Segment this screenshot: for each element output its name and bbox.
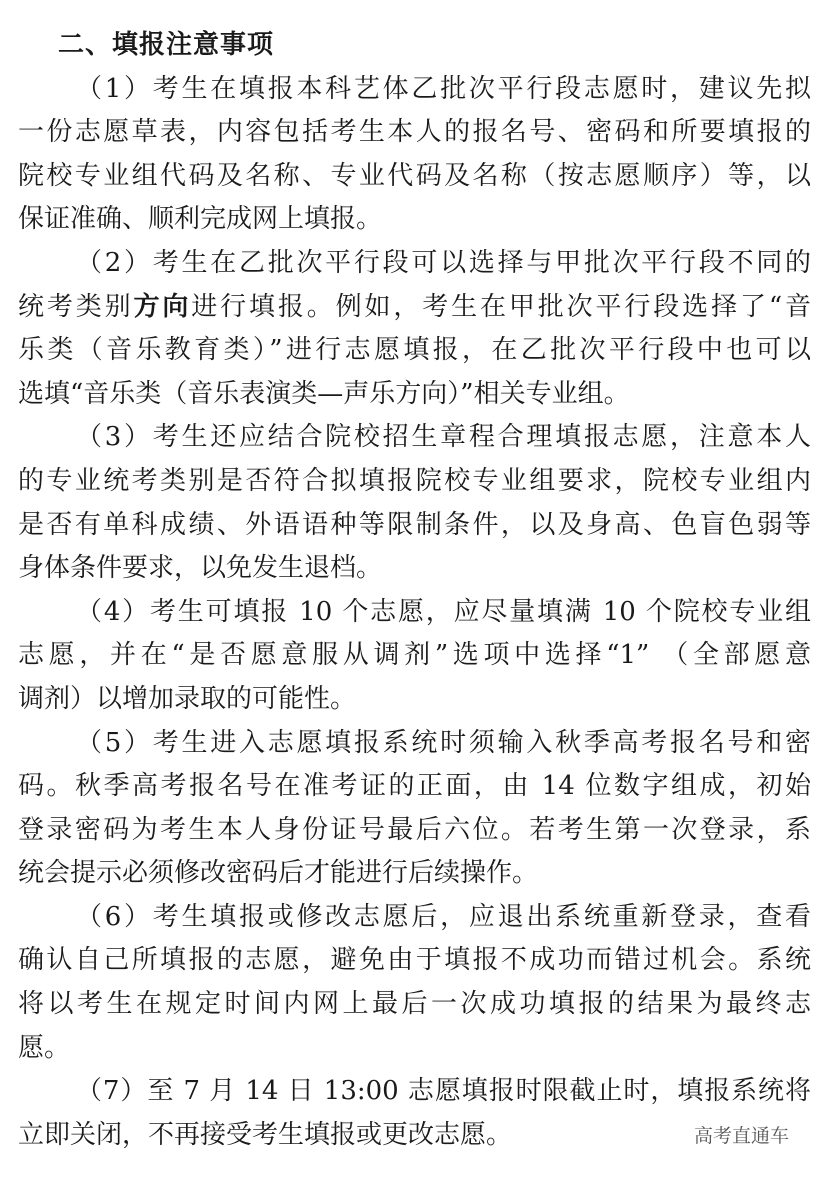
text-line: 选填“音乐类（音乐表演类—声乐方向）”相关专业组。 [18,378,630,409]
paragraph-4 [18,591,811,722]
text-line: 愿。 [18,1032,71,1063]
text-line: 立即关闭，不再接受考生填报或更改志愿。 [18,1119,513,1150]
text-line: （1）考生在填报本科艺体乙批次平行段志愿时，建议先拟 [76,73,811,104]
text-line: （4）考生可填报 10 个志愿，应尽量填满 10 个院校专业组 [76,596,811,627]
paragraph-2 [18,242,811,416]
bold-text: 方向 [133,291,192,322]
text-line: 院校专业组代码及名称、专业代码及名称（按志愿顺序）等，以 [18,160,811,191]
text-line: 登录密码为考生本人身份证号最后六位。若考生第一次登录，系 [18,814,811,845]
text-line: 确认自己所填报的志愿，避免由于填报不成功而错过机会。系统 [18,945,811,976]
text-line: 将以考生在规定时间内网上最后一次成功填报的结果为最终志 [18,989,811,1020]
watermark: 高考直通车 [693,1125,789,1147]
section-title: 二、填报注意事项 [58,30,275,60]
text-line: 乐类（音乐教育类）”进行志愿填报，在乙批次平行段中也可以 [18,335,811,366]
text-line: 身体条件要求，以免发生退档。 [18,553,383,584]
text-line: 码。秋季高考报名号在准考证的正面，由 14 位数字组成，初始 [18,771,811,802]
text-line: 志愿，并在“是否愿意服从调剂”选项中选择“1” （全部愿意 [18,640,811,671]
text-line: 调剂）以增加录取的可能性。 [18,683,357,714]
paragraph-5 [18,722,811,896]
text-line: 统会提示必须修改密码后才能进行后续操作。 [18,858,539,889]
text-segment: 统考类别 [18,291,134,322]
text-line: （6）考生填报或修改志愿后，应退出系统重新登录，查看 [76,901,811,932]
text-segment: 进行填报。例如，考生在甲批次平行段选择了“音 [191,291,811,322]
text-line [18,286,811,330]
text-line: （2）考生在乙批次平行段可以选择与甲批次平行段不同的 [76,247,811,278]
text-line: 保证准确、顺利完成网上填报。 [18,204,383,235]
paragraph-3 [18,416,811,590]
paragraph-7 [18,1070,811,1157]
text-line: 一份志愿草表，内容包括考生本人的报名号、密码和所要填报的 [18,117,811,148]
paragraph-6 [18,896,811,1070]
document [18,24,811,1157]
text-line: （7）至 7 月 14 日 13:00 志愿填报时限截止时，填报系统将 [76,1076,811,1107]
text-line: 的专业统考类别是否符合拟填报院校专业组要求，院校专业组内 [18,465,811,496]
text-line: （5）考生进入志愿填报系统时须输入秋季高考报名号和密 [76,727,811,758]
text-line: 是否有单科成绩、外语语种等限制条件，以及身高、色盲色弱等 [18,509,811,540]
text-line: （3）考生还应结合院校招生章程合理填报志愿，注意本人 [76,422,811,453]
paragraph-1 [18,68,811,242]
